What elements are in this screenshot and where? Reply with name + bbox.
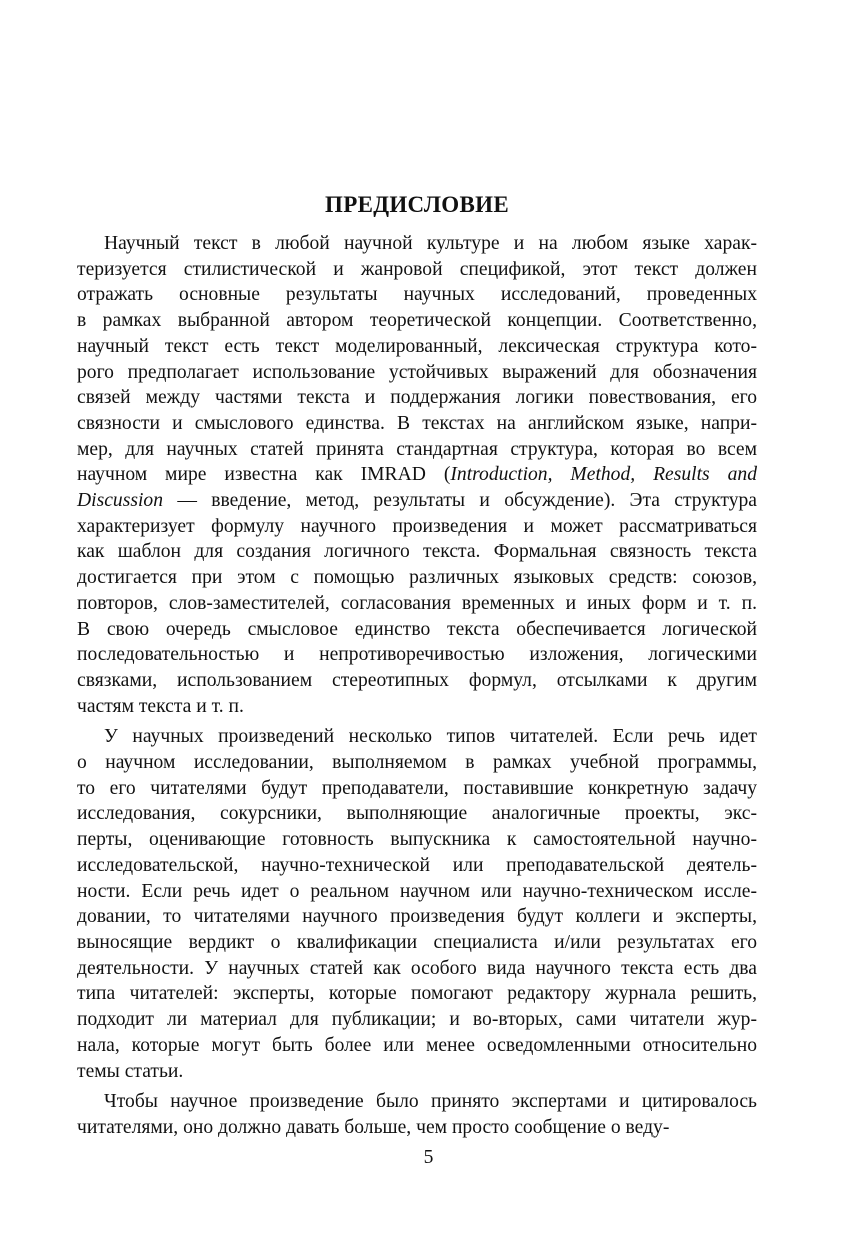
text-line: научный текст есть текст моделированный, лексическая структура кото- [77, 335, 757, 357]
text-line: характеризует формулу научного произведения и может рассматриваться [77, 515, 757, 537]
text-line: У научных произведений несколько типов читателей. Если речь идет [104, 726, 757, 748]
page-body [77, 190, 757, 1141]
text-line: нала, которые могут быть более или менее осведомленными относительно [77, 1034, 757, 1056]
page-title: ПРЕДИСЛОВИЕ [325, 192, 509, 217]
text-line: Discussion — введение, метод, результаты и обсуждение). Эта структура [77, 490, 757, 512]
text-body [77, 231, 757, 1141]
text-line: достигается при этом с помощью различных языковых средств: союзов, [77, 567, 757, 589]
text-line: связности и смыслового единства. В текстах на английском языке, напри- [77, 412, 757, 434]
text-line: типа читателей: эксперты, которые помогают редактору журнала решить, [77, 983, 757, 1005]
text-line: в рамках выбранной автором теоретической концепции. Соответственно, [77, 310, 757, 332]
text-line: темы статьи. [77, 1060, 184, 1082]
text-line: Научный текст в любой научной культуре и на любом языке харак- [104, 233, 757, 254]
text-line: связками, использованием стереотипных формул, отсылками к другим [77, 669, 757, 691]
text-line: деятельности. У научных статей как особого вида научного текста есть два [77, 957, 757, 979]
text-line: то его читателями будут преподаватели, поставившие конкретную задачу [77, 777, 757, 799]
text-line: исследовательской, научно-технической или преподавательской деятель- [77, 854, 757, 876]
paragraph [77, 1089, 757, 1140]
text-line: перты, оценивающие готовность выпускника к самостоятельной научно- [77, 829, 757, 851]
paragraph [77, 724, 757, 1084]
paragraph [77, 231, 757, 719]
text-line: подходит ли материал для публикации; и во-вторых, сами читатели жур- [77, 1009, 757, 1031]
text-line: о научном исследовании, выполняемом в рамках учебной программы, [77, 752, 757, 774]
page-number: 5 [423, 1147, 434, 1168]
text-line: читателями, оно должно давать больше, чем просто сообщение о веду- [77, 1116, 670, 1138]
text-line: довании, то читателями научного произведения будут коллеги и эксперты, [77, 906, 757, 928]
text-line: повторов, слов-заместителей, согласования временных и иных форм и т. п. [77, 592, 757, 614]
text-line: как шаблон для создания логичного текста. Формальная связность текста [77, 541, 757, 563]
text-line: исследования, сокурсники, выполняющие аналогичные проекты, экс- [77, 803, 757, 825]
text-line: выносящие вердикт о квалификации специалиста и/или результатах его [77, 931, 757, 953]
text-line: частям текста и т. п. [77, 695, 244, 717]
text-line: связей между частями текста и поддержания логики повествования, его [77, 387, 757, 409]
text-line: мер, для научных статей принята стандартная структура, которая во всем [77, 438, 757, 460]
text-line: теризуется стилистической и жанровой спецификой, этот текст должен [77, 258, 757, 280]
text-line: В свою очередь смысловое единство текста обеспечивается логической [77, 618, 757, 640]
text-line: отражать основные результаты научных исследований, проведенных [77, 284, 757, 306]
text-line: ности. Если речь идет о реальном научном или научно-техническом иссле- [77, 880, 757, 902]
text-line: Чтобы научное произведение было принято экспертами и цитировалось [104, 1091, 757, 1113]
text-line: последовательностью и непротиворечивостью изложения, логическими [77, 644, 757, 666]
text-line: рого предполагает использование устойчивых выражений для обозначения [77, 361, 757, 383]
text-line: научном мире известна как IMRAD (Introduction, Method, Results and [77, 464, 757, 486]
